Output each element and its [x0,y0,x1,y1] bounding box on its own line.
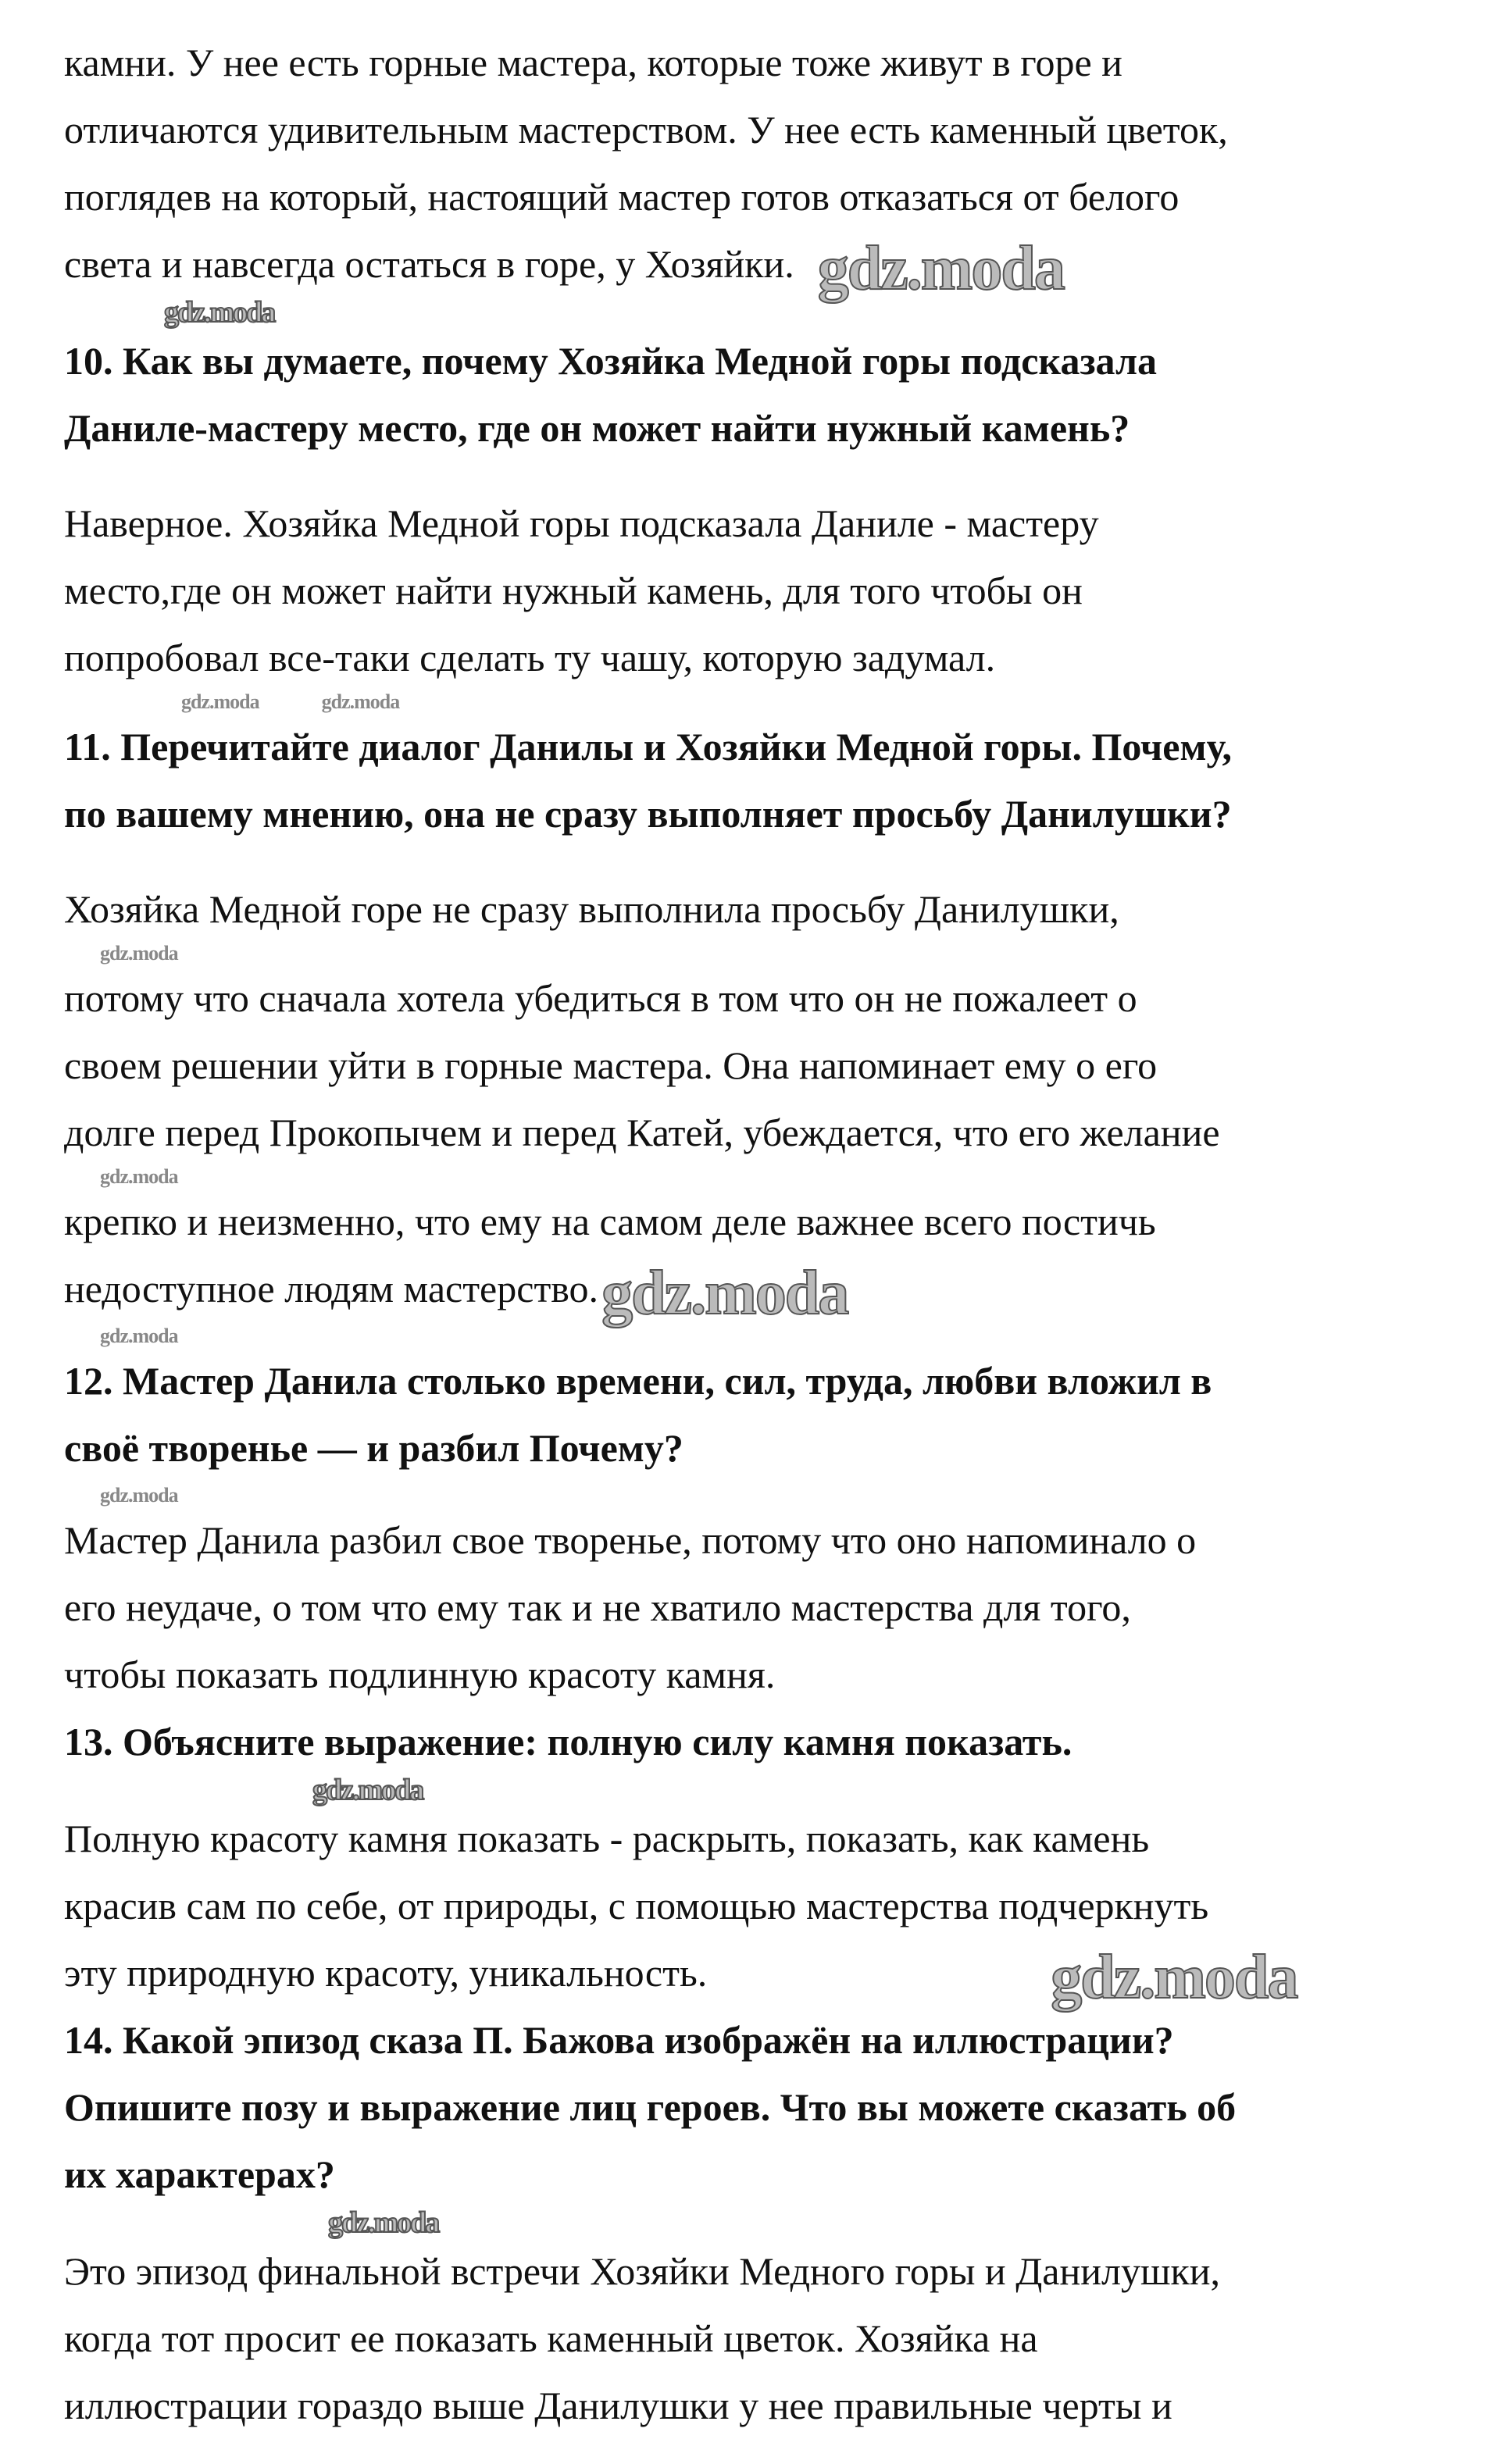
watermark-row [64,2208,1470,2238]
text-line: Опишите позу и выражение лиц героев. Что вы можете сказать об [64,2085,1237,2129]
text-line: Хозяйка Медной горе не сразу выполнила просьбу Данилушки, [64,887,1119,931]
text-line: попробовал все-таки сделать ту чашу, которую задумал. [64,636,996,679]
answer-13 [64,1805,1470,2012]
text-line: света и навсегда остаться в горе, у Хозяйки. [64,242,794,286]
text-line: 12. Мастер Данила столько времени, сил, труда, любви вложил в [64,1359,1212,1403]
text-line: своем решении уйти в горные мастера. Она напоминает ему о его [64,1043,1158,1087]
watermark: gdz.moda [164,296,275,329]
text-line: чтобы показать подлинную красоту камня. [64,1653,776,1696]
text-line-row [64,230,1470,303]
text-line: эту природную красоту, уникальность. [64,1951,708,1995]
text-line: Полную красоту камня показать - раскрыть, показать, как камень [64,1817,1150,1860]
watermark-row [64,1775,1470,1805]
watermark-row [64,1485,1470,1507]
text-line: поглядев на который, настоящий мастер готов отказаться от белого [64,175,1180,219]
question-14 [64,2006,1470,2208]
text-line: 13. Объясните выражение: полную силу камня показать. [64,1720,1072,1763]
watermark-row [64,1325,1470,1347]
text-line: по вашему мнению, она не сразу выполняет просьбу Данилушки? [64,792,1232,836]
text-line: камни. У нее есть горные мастера, которые тоже живут в горе и [64,41,1122,84]
watermark: gdz.moda [100,1165,178,1188]
text-line: 14. Какой эпизод сказа П. Бажова изображён на иллюстрации? [64,2018,1174,2062]
text-line: крепко и неизменно, что ему на самом деле важнее всего постичь [64,1200,1156,1243]
watermark-row [64,691,1470,713]
watermark: gdz.moda [601,1258,848,1328]
watermark: gdz.moda [1051,1942,1297,2012]
text-line: Наверное. Хозяйка Медной горы подсказала Даниле - мастеру [64,501,1099,545]
text-line: Даниле-мастеру место, где он может найти нужный камень? [64,406,1130,450]
text-line-row [64,1939,1470,2012]
watermark: gdz.moda [817,234,1064,303]
answer-14 [64,2238,1470,2439]
text-line: Это эпизод финальной встречи Хозяйки Медного горы и Данилушки, [64,2249,1221,2293]
text-line: отличаются удивительным мастерством. У нее есть каменный цветок, [64,108,1228,152]
answer-12 [64,1507,1470,1708]
answer-10 [64,490,1470,691]
text-line: долге перед Прокопычем и перед Катей, убеждается, что его желание [64,1111,1220,1154]
question-10 [64,327,1470,462]
answer-11 [64,875,1470,1328]
text-line: 11. Перечитайте диалог Данилы и Хозяйки Медной горы. Почему, [64,725,1232,768]
document-page [64,29,1470,2439]
text-line: недоступное людям мастерство. [64,1267,599,1310]
watermark-row [64,943,1470,965]
watermark: gdz.moda [100,1325,178,1347]
watermark-row [64,298,1470,327]
text-line-row [64,1255,1470,1328]
text-line: иллюстрации гораздо выше Данилушки у нее правильные черты и [64,2384,1172,2427]
answer-paragraph [64,29,1470,303]
watermark: gdz.moda [312,1774,423,1806]
watermark: gdz.moda [328,2206,439,2239]
text-line: когда тот просит ее показать каменный цветок. Хозяйка на [64,2316,1038,2360]
text-line: Мастер Данила разбил свое творенье, потому что оно напоминало о [64,1518,1197,1562]
text-line: потому что сначала хотела убедиться в том что он не пожалеет о [64,976,1137,1020]
question-13 [64,1708,1470,1775]
text-line: 10. Как вы думаете, почему Хозяйка Медной горы подсказала [64,339,1158,383]
text-line: красив сам по себе, от природы, с помощью мастерства подчеркнуть [64,1884,1209,1927]
text-line: его неудаче, о том что ему так и не хватило мастерства для того, [64,1585,1131,1629]
text-line: своё творенье — и разбил Почему? [64,1426,683,1470]
question-11 [64,713,1470,847]
question-12 [64,1347,1470,1482]
text-line: место,где он может найти нужный камень, для того чтобы он [64,569,1083,612]
watermark: gdz.moda [100,1484,178,1507]
watermark: gdz.moda [321,690,400,713]
watermark: gdz.moda [181,690,259,713]
watermark-row [64,1166,1470,1188]
watermark: gdz.moda [100,942,178,965]
text-line: их характерах? [64,2152,335,2196]
